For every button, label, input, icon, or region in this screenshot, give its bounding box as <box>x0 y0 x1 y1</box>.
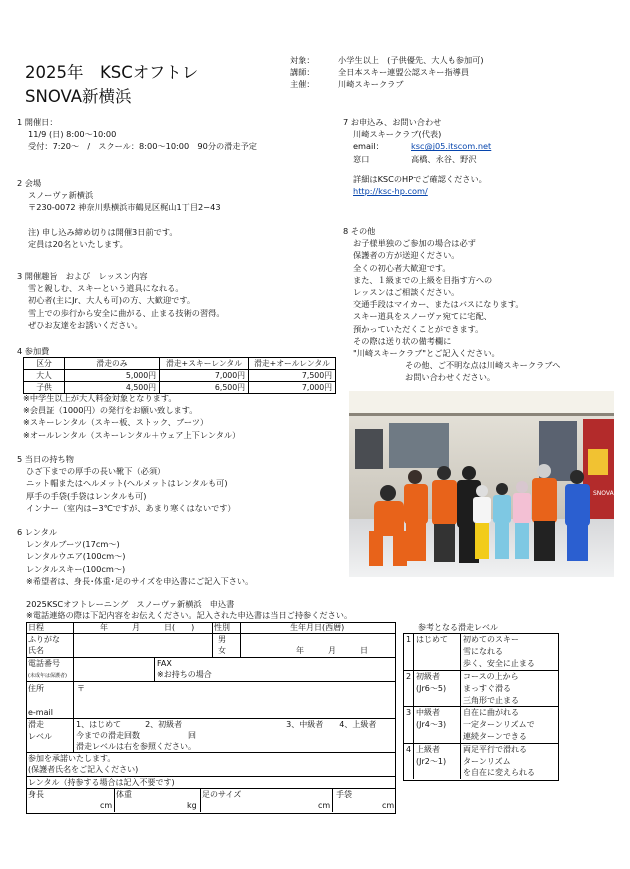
contact-email-link[interactable]: ksc@j05.itscom.net <box>411 141 492 152</box>
address-input[interactable]: 〒 <box>77 684 85 693</box>
weight-label: 体重 <box>116 790 132 799</box>
gender-male[interactable]: 男 <box>218 635 226 644</box>
level-label-2: レベル <box>28 732 52 741</box>
consent-note: (保護者氏名をご記入ください) <box>28 765 139 774</box>
rental-note: レンタル（持参する場合は記入不要です) <box>28 778 175 787</box>
section-rental: 6 レンタル レンタルブーツ(17cm～) レンタルウエア(100cm～) レンタルスキー(100cm～) ※希望者は、身長･体重･足のサイズを申込書にご記入下さい。 <box>17 527 254 586</box>
group-photo <box>349 391 614 577</box>
email-label: e-mail <box>28 708 53 717</box>
website-link[interactable]: http://ksc-hp.com/ <box>353 186 428 197</box>
section-other: 8 その他 お子様単独のご参加の場合は必ず 保護者の方が送迎ください。 全くの初心者大歓迎です。 また、１級までの上級を目指す方への レッスンはご相談ください。 交通手段はマイカー、またはバスになります。 スキー道具をスノーヴァ宛てに宅配、 預かっていただくことができます。 その際は送り状の備考欄に "川崎スキークラブ"とご記入ください。 その他、ご不明な点は川崎スキークラブへ お問い合わせください。 <box>343 226 561 383</box>
form-notice: ※電話連絡の際は下記内容をお伝えください。記入された申込書は当日ご持参ください。 <box>26 610 353 620</box>
title-line1: 2025年 KSCオフトレ <box>25 63 199 82</box>
phone-input[interactable] <box>76 658 152 680</box>
weight-unit: kg <box>187 801 197 810</box>
height-unit: cm <box>100 801 113 810</box>
level-options[interactable]: 1、はじめて 2、初級者 3、中級者 4、上級者 <box>76 720 377 729</box>
furigana-label: ふりがな <box>28 635 60 644</box>
date-input[interactable]: 年 月 日( ) <box>100 623 195 632</box>
birth-input[interactable]: 年 月 日 <box>296 646 368 655</box>
date-label: 日程 <box>28 623 44 632</box>
phone-label: 電話番号 <box>28 659 60 668</box>
fee-table <box>23 357 336 394</box>
foot-size-unit: cm <box>318 801 331 810</box>
fee-notes: ※中学生以上が大人料金対象となります。 ※会員証（1000円）の発行をお願い致します。 ※スキーレンタル（スキー板、ストック、ブーツ） ※オールレンタル（スキーレンタル＋ウェア上下レンタル） <box>23 393 241 440</box>
address-label: 住所 <box>28 684 44 693</box>
fee-table-header: 区分 滑走のみ 滑走+スキーレンタル 滑走+オールレンタル <box>24 358 336 370</box>
fee-row-adult: 大人 5,000円 7,000円 7,500円 <box>24 370 336 382</box>
fee-row-child: 子供 4,500円 6,500円 7,000円 <box>24 382 336 394</box>
foot-size-label: 足のサイズ <box>202 790 242 799</box>
name-input[interactable] <box>76 634 210 656</box>
form-title: 2025KSCオフトレーニング スノーヴァ新横浜 申込書 <box>26 599 235 609</box>
level-count-input[interactable]: 今までの滑走回数 回 <box>76 731 196 740</box>
height-label: 身長 <box>28 790 44 799</box>
venue-sign-text: SNOVA <box>593 490 614 497</box>
name-label: 氏名 <box>28 646 44 655</box>
section-venue: 2 会場 スノーヴァ新横浜 〒230-0072 神奈川県横浜市鶴見区梶山1丁目2−43 注) 申し込み締め切りは開催3日前です。 定員は20名といたします。 <box>17 178 221 249</box>
section-belongings: 5 当日の持ち物 ひざ下までの厚手の長い靴下（必須） ニット帽またはヘルメット(ヘルメットはレンタルも可) 厚手の手袋(手袋はレンタルも可) インナー（室内は−3℃ですが、あまり寒くはないです） <box>17 454 236 513</box>
section-date: 1 開催日： 11/9 (日) 8:00～10:00 受付：7:20～ / スクール：8:00～10:00 90分の滑走予定 <box>17 117 257 152</box>
section-purpose: 3 開催趣旨 および レッスン内容 雪と親しむ、スキーという道具になれる。 初心者(主にJr、大人も可)の方、大歓迎です。 雪上での歩行から安全に曲がる、止まる技術の習得。 ぜひお友達をお誘いください。 <box>17 271 225 330</box>
consent-label: 参加を承諾いたします。 <box>28 754 116 763</box>
section-contact: 7 お申込み、お問い合わせ 川崎スキークラブ(代表) email： ksc@j05.itscom.net 窓口 高橋、永谷、野沢 詳細はKSCのHPでご確認ください。 http://ksc-hp.com/ <box>343 117 492 197</box>
level-label-1: 滑走 <box>28 720 44 729</box>
level-reference: 滑走レベルは右を参照ください。 <box>76 742 196 751</box>
glove-label: 手袋 <box>336 790 352 799</box>
section-fee-heading: 4 参加費 <box>17 346 50 356</box>
birth-label: 生年月日(西暦) <box>290 623 345 632</box>
title-line2: SNOVA新横浜 <box>25 87 132 106</box>
gender-female[interactable]: 女 <box>218 646 226 655</box>
fax-note: ※お持ちの場合 <box>157 670 212 679</box>
phone-note: (未成年は保護者) <box>28 673 67 679</box>
levels-title: 参考となる滑走レベル <box>418 623 498 632</box>
glove-unit: cm <box>382 801 395 810</box>
fax-label: FAX <box>157 659 172 668</box>
event-meta: 対象： 小学生以上 (子供優先、大人も参加可) 講師： 全日本スキー連盟公認スキー指導員 主催： 川崎スキークラブ <box>290 55 484 90</box>
gender-label: 性別 <box>214 623 230 632</box>
